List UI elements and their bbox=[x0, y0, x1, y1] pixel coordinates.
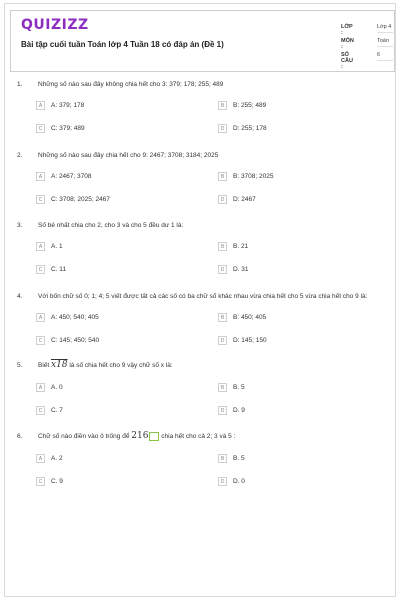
meta-question-count-label: SỐ CÂU : bbox=[341, 52, 353, 70]
option-letter-box: A bbox=[36, 242, 45, 251]
option-letter-box: A bbox=[36, 454, 45, 463]
option-text: A: 2467; 3708 bbox=[51, 173, 92, 180]
option-text: B. 5 bbox=[233, 384, 245, 391]
meta-grade-value: Lớp 4 bbox=[377, 22, 393, 33]
question-number: 6. bbox=[17, 433, 23, 440]
option-letter-box: D bbox=[218, 336, 227, 345]
worksheet-title: Bài tập cuối tuần Toán lớp 4 Tuần 18 có đáp án (Đề 1) bbox=[21, 40, 224, 49]
option-letter-box: C bbox=[36, 336, 45, 345]
option-letter-box: C bbox=[36, 406, 45, 415]
option-letter-box: B bbox=[218, 313, 227, 322]
option-letter-box: A bbox=[36, 101, 45, 110]
question-number: 5. bbox=[17, 362, 23, 369]
question-text-before: Biết bbox=[38, 362, 50, 369]
option-text: A. 0 bbox=[51, 384, 63, 391]
option-letter-box: B bbox=[218, 172, 227, 181]
option-text: B. 5 bbox=[233, 455, 245, 462]
question-text: Những số nào sau đây chia hết cho 9: 2467; 3708; 3184; 2025 bbox=[38, 152, 219, 159]
option-letter-box: B bbox=[218, 101, 227, 110]
option-letter-box: D bbox=[218, 265, 227, 274]
question-number: 3. bbox=[17, 222, 23, 229]
option-letter-box: B bbox=[218, 383, 227, 392]
option-letter-box: B bbox=[218, 454, 227, 463]
option-text: C: 3708; 2025; 2467 bbox=[51, 196, 110, 203]
option-text: D. 0 bbox=[233, 478, 245, 485]
option-text: C: 145; 450; 540 bbox=[51, 337, 100, 344]
option-text: A. 1 bbox=[51, 243, 63, 250]
option-letter-box: C bbox=[36, 195, 45, 204]
meta-subject-value: Toán bbox=[377, 36, 393, 47]
option-text: C. 9 bbox=[51, 478, 63, 485]
option-letter-box: D bbox=[218, 406, 227, 415]
option-letter-box: C bbox=[36, 124, 45, 133]
option-letter-box: A bbox=[36, 313, 45, 322]
option-letter-box: A bbox=[36, 383, 45, 392]
option-text: C. 11 bbox=[51, 266, 67, 273]
option-text: A: 450; 540; 405 bbox=[51, 314, 99, 321]
option-letter-box: C bbox=[36, 477, 45, 486]
option-text: B: 450; 405 bbox=[233, 314, 267, 321]
option-text: D: 145; 150 bbox=[233, 337, 267, 344]
option-text: D. 9 bbox=[233, 407, 245, 414]
option-letter-box: D bbox=[218, 477, 227, 486]
question-number: 1. bbox=[17, 81, 23, 88]
math-expression: x18 bbox=[51, 360, 68, 370]
option-text: B. 21 bbox=[233, 243, 249, 250]
meta-question-count-value: 6 bbox=[377, 50, 393, 61]
option-text: B: 3708; 2025 bbox=[233, 173, 274, 180]
question-number: 4. bbox=[17, 293, 23, 300]
meta-grade-label: LỚP : bbox=[341, 24, 353, 36]
question-text-before: Chữ số nào điền vào ô trống để bbox=[38, 433, 130, 440]
meta-subject-label: MÔN : bbox=[341, 38, 354, 50]
option-letter-box: B bbox=[218, 242, 227, 251]
question-text-after: chia hết cho cả 2; 3 và 5 : bbox=[161, 433, 236, 440]
option-letter-box: A bbox=[36, 172, 45, 181]
question-text bbox=[38, 431, 235, 441]
option-text: D: 255; 178 bbox=[233, 125, 267, 132]
option-text: D: 2467 bbox=[233, 196, 256, 203]
option-text: C. 7 bbox=[51, 407, 63, 414]
worksheet-header bbox=[10, 10, 395, 72]
worksheet-page bbox=[4, 3, 396, 597]
option-text: D. 31 bbox=[233, 266, 249, 273]
option-letter-box: D bbox=[218, 124, 227, 133]
question-text: Với bốn chữ số 0; 1; 4; 5 viết được tất cả các số có ba chữ số khác nhau vừa chia hết cho 5 vừa chia hết cho 9 là: bbox=[38, 293, 368, 300]
option-text: B: 255; 489 bbox=[233, 102, 267, 109]
question-number: 2. bbox=[17, 152, 23, 159]
question-text-after: là số chia hết cho 9 vậy chữ số x là: bbox=[69, 362, 173, 369]
option-text: A: 379; 178 bbox=[51, 102, 85, 109]
blank-digit-box bbox=[149, 432, 159, 441]
quizizz-logo: QUIZIZZ bbox=[21, 17, 89, 33]
option-text: C: 379; 489 bbox=[51, 125, 85, 132]
math-number: 216 bbox=[131, 431, 149, 441]
question-text: Số bé nhất chia cho 2, cho 3 và cho 5 đều dư 1 là: bbox=[38, 222, 184, 229]
option-letter-box: D bbox=[218, 195, 227, 204]
option-letter-box: C bbox=[36, 265, 45, 274]
question-text: Những số nào sau đây không chia hết cho 3: 379; 178; 255; 489 bbox=[38, 81, 224, 88]
option-text: A. 2 bbox=[51, 455, 63, 462]
question-text bbox=[38, 360, 173, 370]
